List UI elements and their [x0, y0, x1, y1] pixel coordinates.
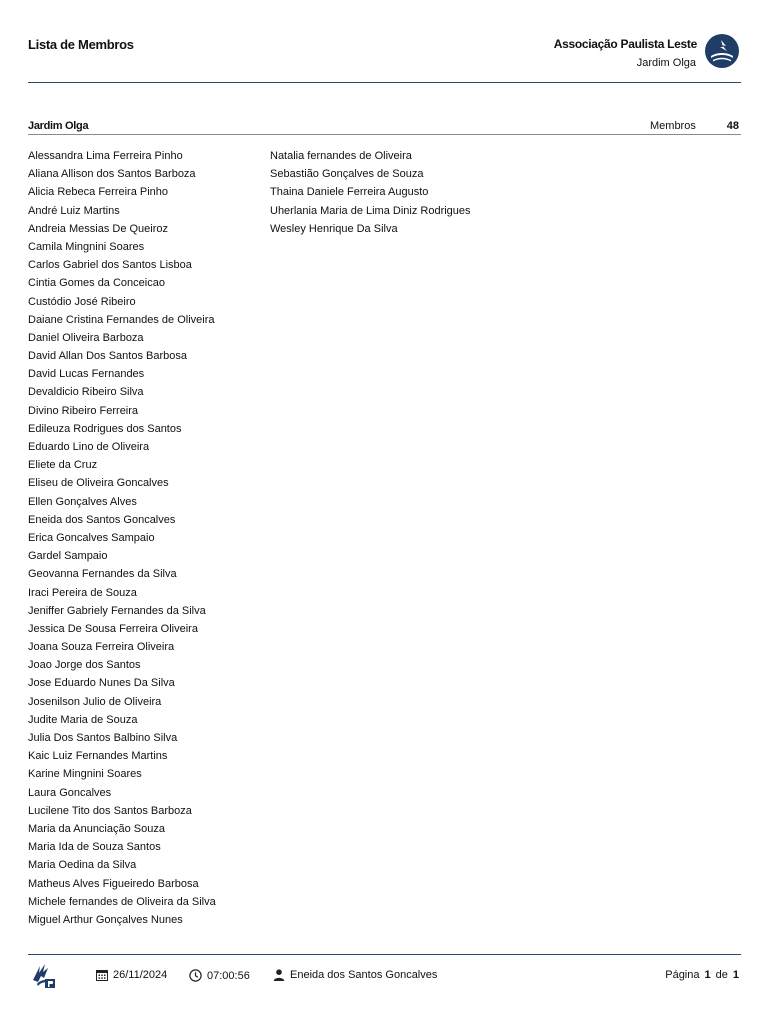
member-name: Daiane Cristina Fernandes de Oliveira	[28, 313, 215, 326]
member-name: Matheus Alves Figueiredo Barbosa	[28, 877, 199, 890]
member-name: André Luiz Martins	[28, 204, 120, 217]
member-name: Andreia Messias De Queiroz	[28, 222, 169, 235]
footer-date-value: 26/11/2024	[113, 969, 168, 981]
member-name: Carlos Gabriel dos Santos Lisboa	[28, 259, 192, 272]
member-count-label: Membros	[650, 120, 696, 132]
member-name: Alessandra Lima Ferreira Pinho	[28, 150, 183, 162]
footer-date	[96, 969, 167, 981]
page-total: 1	[732, 969, 739, 981]
member-name: Edileuza Rodrigues dos Santos	[28, 422, 182, 435]
footer-user	[273, 969, 437, 981]
user-icon	[273, 969, 285, 981]
member-name: Alicia Rebeca Ferreira Pinho	[28, 186, 169, 199]
member-name: Ellen Gonçalves Alves	[28, 495, 137, 508]
page-current: 1	[704, 969, 711, 981]
member-name: Divino Ribeiro Ferreira	[28, 404, 139, 417]
member-name: Eduardo Lino de Oliveira	[28, 441, 150, 453]
member-name: Eliete da Cruz	[28, 459, 98, 472]
footer-divider	[28, 954, 741, 955]
member-name: Aliana Allison dos Santos Barboza	[28, 168, 196, 181]
member-name: Kaic Luiz Fernandes Martins	[28, 750, 168, 763]
member-name: Cintia Gomes da Conceicao	[28, 277, 165, 290]
member-name: Karine Mingnini Soares	[28, 768, 142, 781]
member-name: Custódio José Ribeiro	[28, 295, 136, 308]
member-name: Julia Dos Santos Balbino Silva	[28, 732, 178, 744]
member-name: Geovanna Fernandes da Silva	[28, 568, 177, 581]
member-name: Jose Eduardo Nunes Da Silva	[28, 677, 175, 690]
member-list-column-1	[28, 147, 216, 929]
member-name: Uherlania Maria de Lima Diniz Rodrigues	[270, 204, 471, 217]
member-name: Judite Maria de Souza	[28, 713, 138, 726]
member-name: Maria Oedina da Silva	[28, 859, 137, 872]
page-indicator	[665, 969, 739, 981]
adventist-logo-icon	[705, 34, 739, 68]
header-divider	[28, 82, 741, 83]
member-name: Daniel Oliveira Barboza	[28, 331, 144, 344]
organization-name: Associação Paulista Leste	[553, 37, 697, 51]
member-name: Wesley Henrique Da Silva	[270, 222, 398, 235]
member-name: Erica Goncalves Sampaio	[28, 531, 155, 544]
member-name: Miguel Arthur Gonçalves Nunes	[28, 913, 183, 926]
member-name: Gardel Sampaio	[28, 550, 108, 563]
footer-user-name: Eneida dos Santos Goncalves	[290, 969, 438, 981]
member-name: David Lucas Fernandes	[28, 368, 145, 381]
page-title: Lista de Membros	[28, 37, 134, 52]
member-name: David Allan Dos Santos Barbosa	[28, 350, 187, 363]
member-name: Joana Souza Ferreira Oliveira	[28, 641, 175, 654]
member-name: Thaina Daniele Ferreira Augusto	[270, 186, 429, 199]
page-of: de	[715, 969, 728, 981]
member-name: Eneida dos Santos Goncalves	[28, 513, 176, 526]
page-word: Página	[665, 969, 700, 981]
member-name: Michele fernandes de Oliveira da Silva	[28, 895, 216, 908]
member-name: Maria da Anunciação Souza	[28, 822, 165, 835]
member-name: Natalia fernandes de Oliveira	[270, 150, 412, 162]
member-name: Iraci Pereira de Souza	[28, 586, 137, 599]
clock-icon	[189, 969, 202, 982]
member-name: Devaldicio Ribeiro Silva	[28, 386, 144, 399]
member-count-value: 48	[726, 120, 739, 132]
section-title: Jardim Olga	[28, 120, 89, 132]
member-name: Maria Ida de Souza Santos	[28, 841, 161, 854]
adventist-flame-logo-icon	[30, 960, 58, 990]
member-name: Jessica De Sousa Ferreira Oliveira	[28, 622, 198, 635]
footer-time-value: 07:00:56	[207, 969, 250, 982]
footer-time	[189, 969, 250, 982]
member-name: Lucilene Tito dos Santos Barboza	[28, 804, 192, 817]
member-name: Camila Mingnini Soares	[28, 240, 145, 253]
member-name: Jeniffer Gabriely Fernandes da Silva	[28, 604, 206, 617]
section-divider	[28, 134, 741, 135]
church-name: Jardim Olga	[636, 57, 696, 69]
member-list-column-2	[270, 147, 471, 238]
member-name: Laura Goncalves	[28, 786, 112, 799]
member-name: Josenilson Julio de Oliveira	[28, 695, 162, 708]
calendar-icon	[96, 969, 108, 981]
member-name: Joao Jorge dos Santos	[28, 659, 141, 672]
member-name: Eliseu de Oliveira Goncalves	[28, 477, 169, 490]
member-name: Sebastião Gonçalves de Souza	[270, 168, 424, 181]
